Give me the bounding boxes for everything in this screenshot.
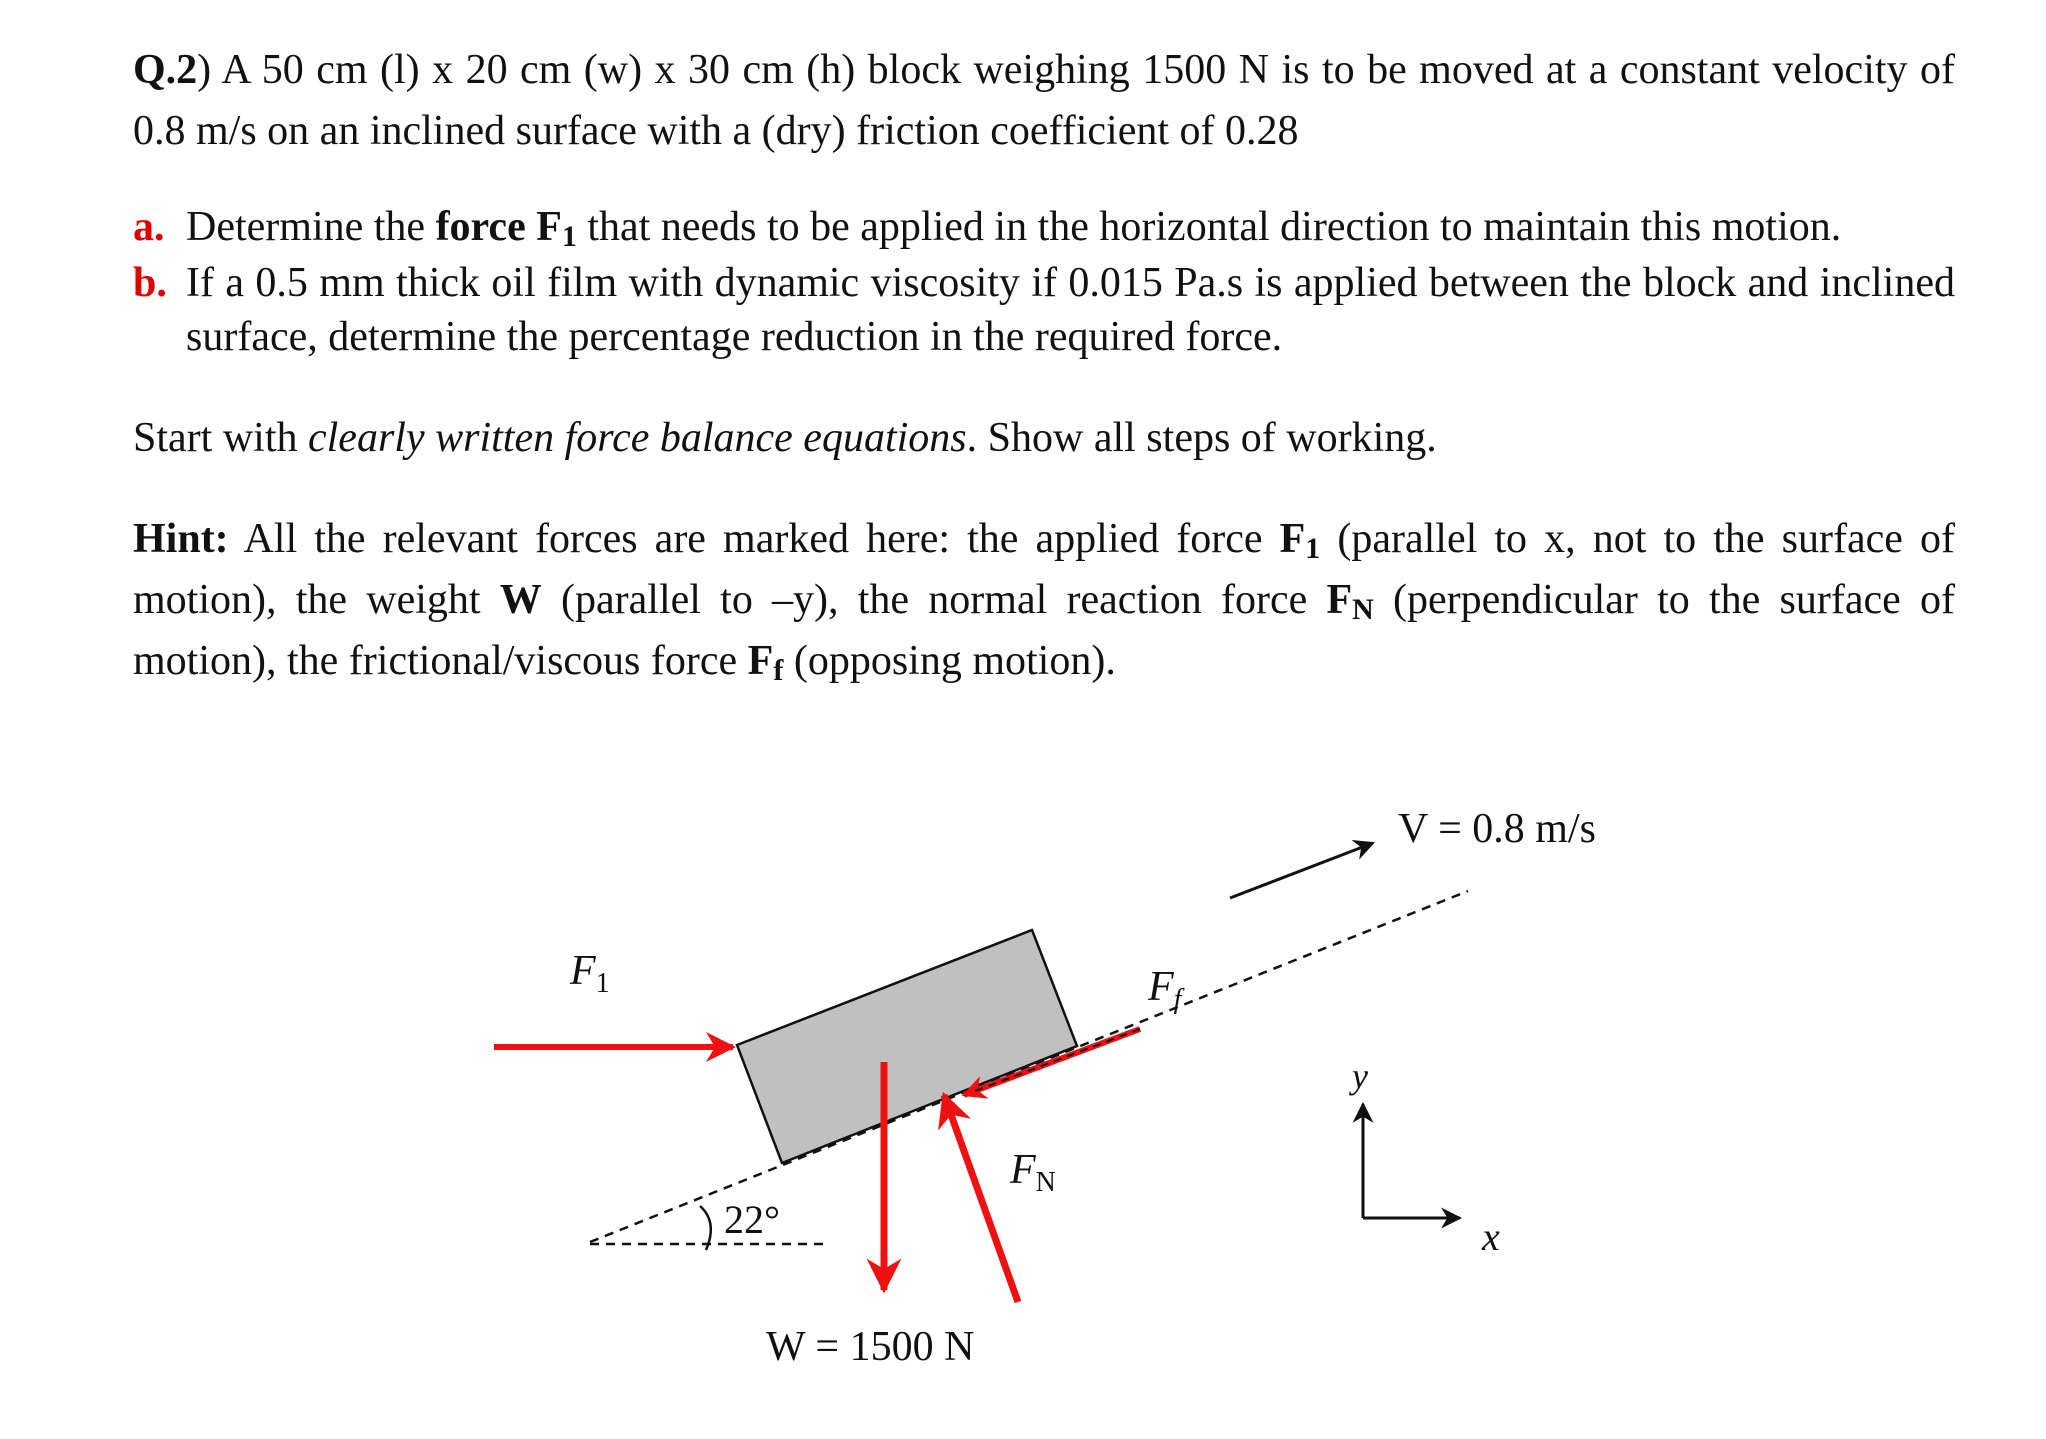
velocity-arrow — [1230, 843, 1373, 898]
part-a-force-sub: 1 — [561, 220, 577, 253]
instruction-emphasis: clearly written force balance equations — [308, 415, 967, 461]
normal-force-arrow — [944, 1095, 1018, 1302]
hint-weight: W — [499, 577, 542, 623]
hint-fn: $F_N$ — [1326, 577, 1374, 626]
instruction-pre: Start with — [133, 415, 308, 461]
hint-ff: $F_f$ — [747, 638, 784, 687]
hint-label: Hint: — [133, 516, 229, 562]
part-a-pre: Determine the — [186, 204, 436, 250]
normal-force-label: FN — [1010, 1147, 1056, 1198]
part-a-label: a. — [133, 204, 165, 250]
weight-label: W = 1500 N — [766, 1324, 975, 1370]
part-b-label: b. — [133, 260, 167, 306]
velocity-label: V = 0.8 m/s — [1398, 806, 1596, 852]
question-intro-text: ) A 50 cm (l) x 20 cm (w) x 30 cm (h) block weighing 1500 N is to be moved at a constant velocity of 0.8 m/s on an inclined surface with a (dry) friction coefficient of 0.28 — [133, 47, 1955, 154]
angle-label: 22° — [724, 1197, 780, 1242]
question-number: Q.2 — [133, 47, 198, 93]
f1-label: F1 — [570, 948, 610, 999]
y-axis-label: y — [1352, 1056, 1368, 1096]
part-a-force-term: force $F_1$ — [435, 204, 577, 253]
hint-f1: $F_1$ — [1279, 516, 1321, 565]
friction-label: Ff — [1148, 964, 1182, 1015]
x-axis-label: x — [1482, 1214, 1500, 1259]
hint-paragraph: Hint: All the relevant forces are marked here: the applied force $F_1$ (parallel to x, not to the surface of motion), the weight W (parallel to –y), the normal reaction force $F_N$ (perpendicular to the surface of motion), the frictional/viscous force $F_f$ (opposing motion). — [133, 516, 1955, 687]
part-a-post: that needs to be applied in the horizontal direction to maintain this motion. — [576, 204, 1842, 250]
instruction-post: . Show all steps of working. — [966, 415, 1437, 461]
block — [737, 930, 1077, 1163]
part-b-text: If a 0.5 mm thick oil film with dynamic viscosity if 0.015 Pa.s is applied between the block and inclined surface, determine the percentage reduction in the required force. — [186, 260, 1955, 360]
